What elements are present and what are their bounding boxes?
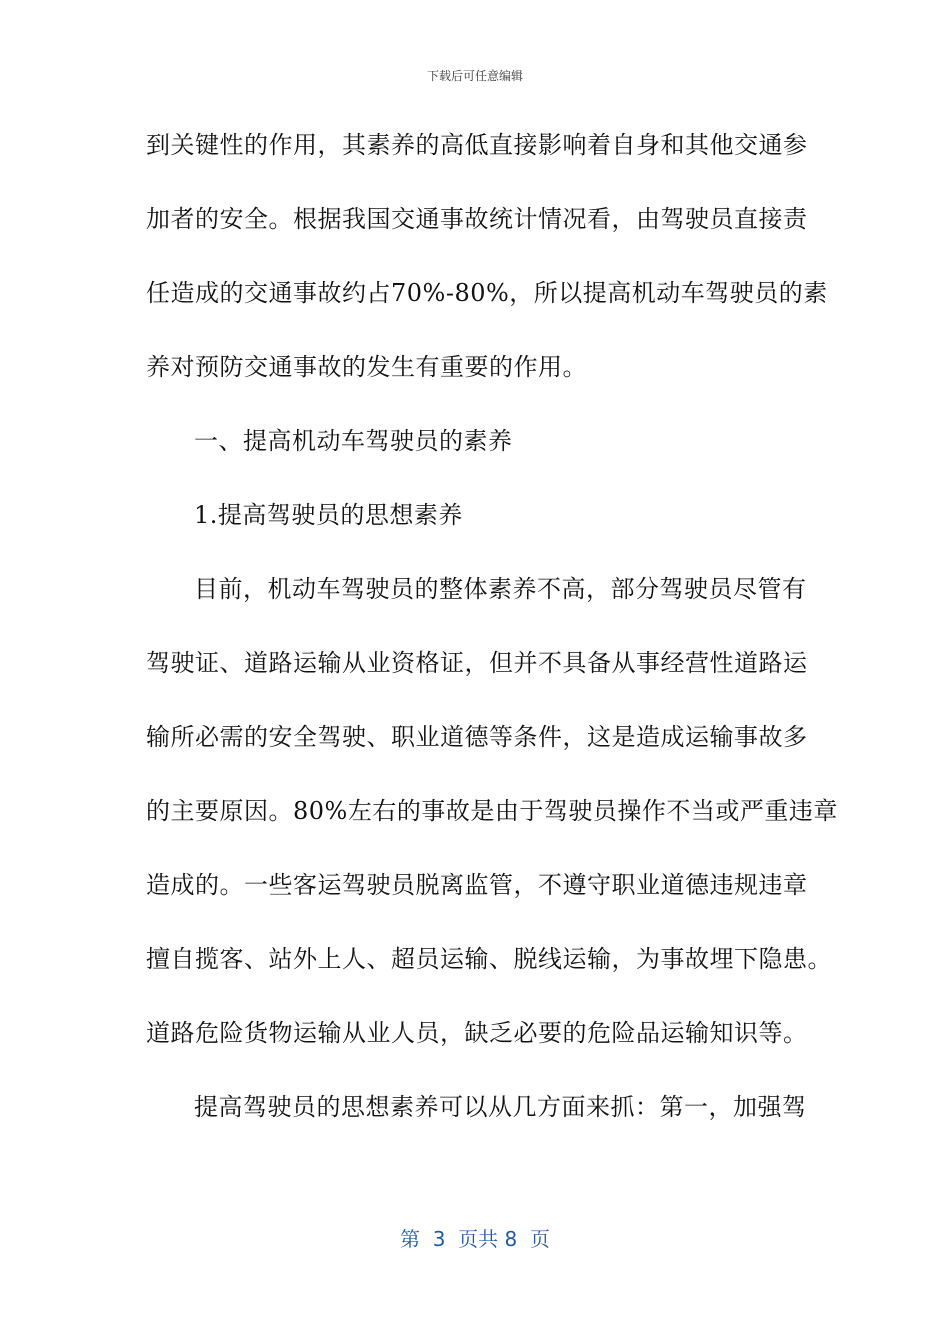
subsection-heading: 1.提高驾驶员的思想素养 — [194, 501, 463, 529]
text-line: 道路危险货物运输从业人员，缺乏必要的危险品运输知识等。 — [146, 1019, 808, 1047]
page-number: 第 3 页共 8 页 — [400, 1227, 550, 1251]
header-note: 下载后可任意编辑 — [426, 69, 523, 83]
text-line: 输所必需的安全驾驶、职业道德等条件，这是造成运输事故多 — [146, 723, 808, 751]
text-line: 加者的安全。根据我国交通事故统计情况看，由驾驶员直接责 — [146, 205, 808, 233]
text-line: 养对预防交通事故的发生有重要的作用。 — [146, 353, 587, 381]
text-line: 驾驶证、道路运输从业资格证，但并不具备从事经营性道路运 — [146, 649, 808, 677]
text-line: 任造成的交通事故约占70%-80%，所以提高机动车驾驶员的素 — [146, 279, 828, 307]
text-line: 造成的。一些客运驾驶员脱离监管，不遵守职业道德违规违章 — [146, 871, 808, 899]
text-line: 擅自揽客、站外上人、超员运输、脱线运输，为事故埋下隐患。 — [146, 945, 832, 973]
text-line: 提高驾驶员的思想素养可以从几方面来抓：第一，加强驾 — [194, 1093, 807, 1121]
text-line: 目前，机动车驾驶员的整体素养不高，部分驾驶员尽管有 — [194, 575, 807, 603]
document-body — [146, 118, 838, 1154]
text-line: 到关键性的作用，其素养的高低直接影响着自身和其他交通参 — [146, 131, 808, 159]
section-heading: 一、提高机动车驾驶员的素养 — [194, 427, 513, 455]
text-line: 的主要原因。80%左右的事故是由于驾驶员操作不当或严重违章 — [146, 797, 838, 825]
